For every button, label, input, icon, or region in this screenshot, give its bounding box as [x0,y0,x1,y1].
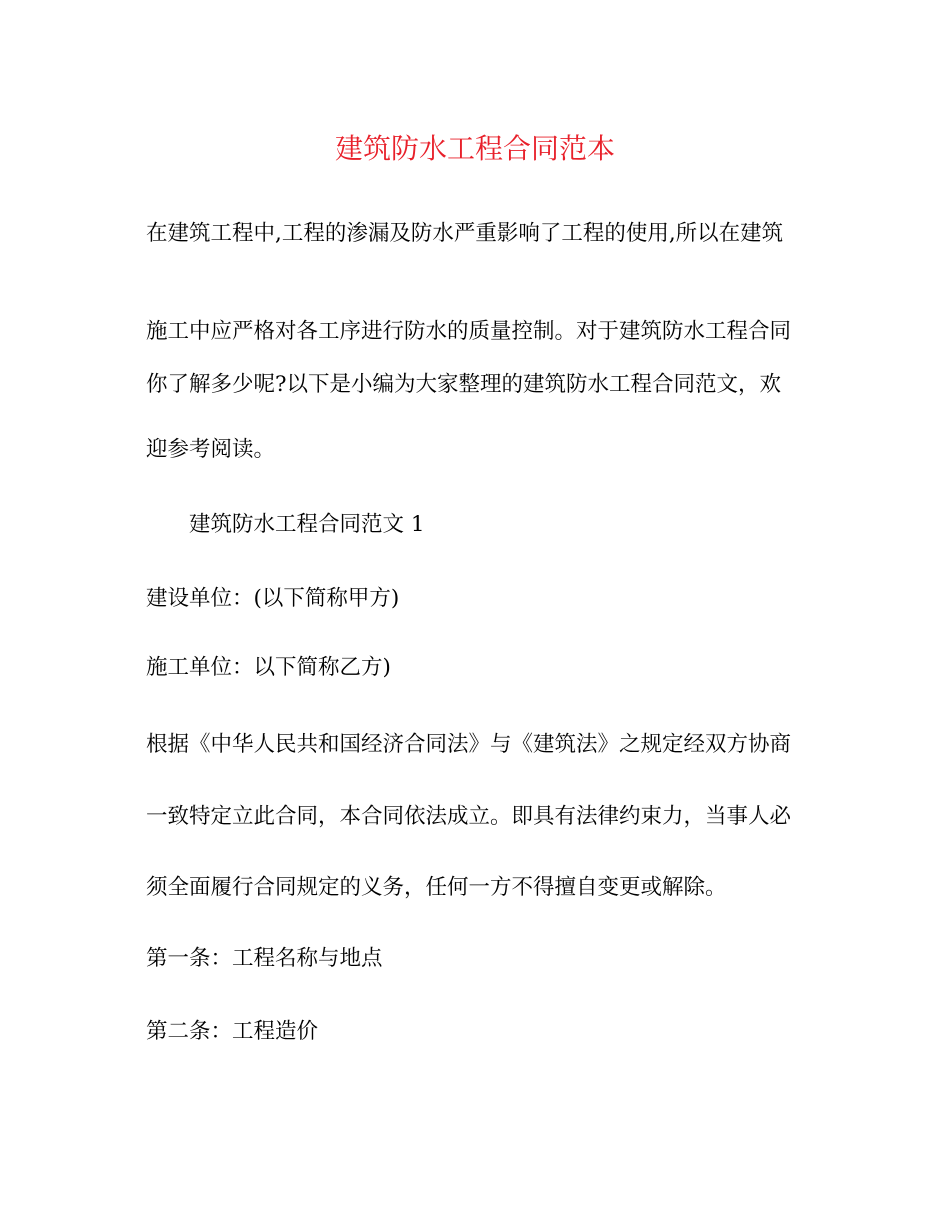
paragraph-line: 建设单位：(以下简称甲方) [146,586,400,611]
article-heading: 第二条：工程造价 [146,1019,319,1044]
paragraph-line: 根据《中华人民共和国经济合同法》与《建筑法》之规定经双方协商 [146,732,792,757]
paragraph-line: 须全面履行合同规定的义务，任何一方不得擅自变更或解除。 [146,875,727,900]
document-title: 建筑防水工程合同范本 [334,132,615,165]
article-heading: 第一条：工程名称与地点 [146,946,383,971]
paragraph-line: 在建筑工程中,工程的渗漏及防水严重影响了工程的使用,所以在建筑 [146,221,784,246]
paragraph-line: 迎参考阅读。 [146,437,276,462]
section-heading: 建筑防水工程合同范文 1 [189,512,425,537]
paragraph-line: 施工单位：以下简称乙方) [146,655,391,680]
paragraph-line: 你了解多少呢?以下是小编为大家整理的建筑防水工程合同范文，欢 [146,372,782,397]
paragraph-line: 一致特定立此合同，本合同依法成立。即具有法律约束力，当事人必 [146,804,792,829]
paragraph-line: 施工中应严格对各工序进行防水的质量控制。对于建筑防水工程合同 [146,319,792,344]
